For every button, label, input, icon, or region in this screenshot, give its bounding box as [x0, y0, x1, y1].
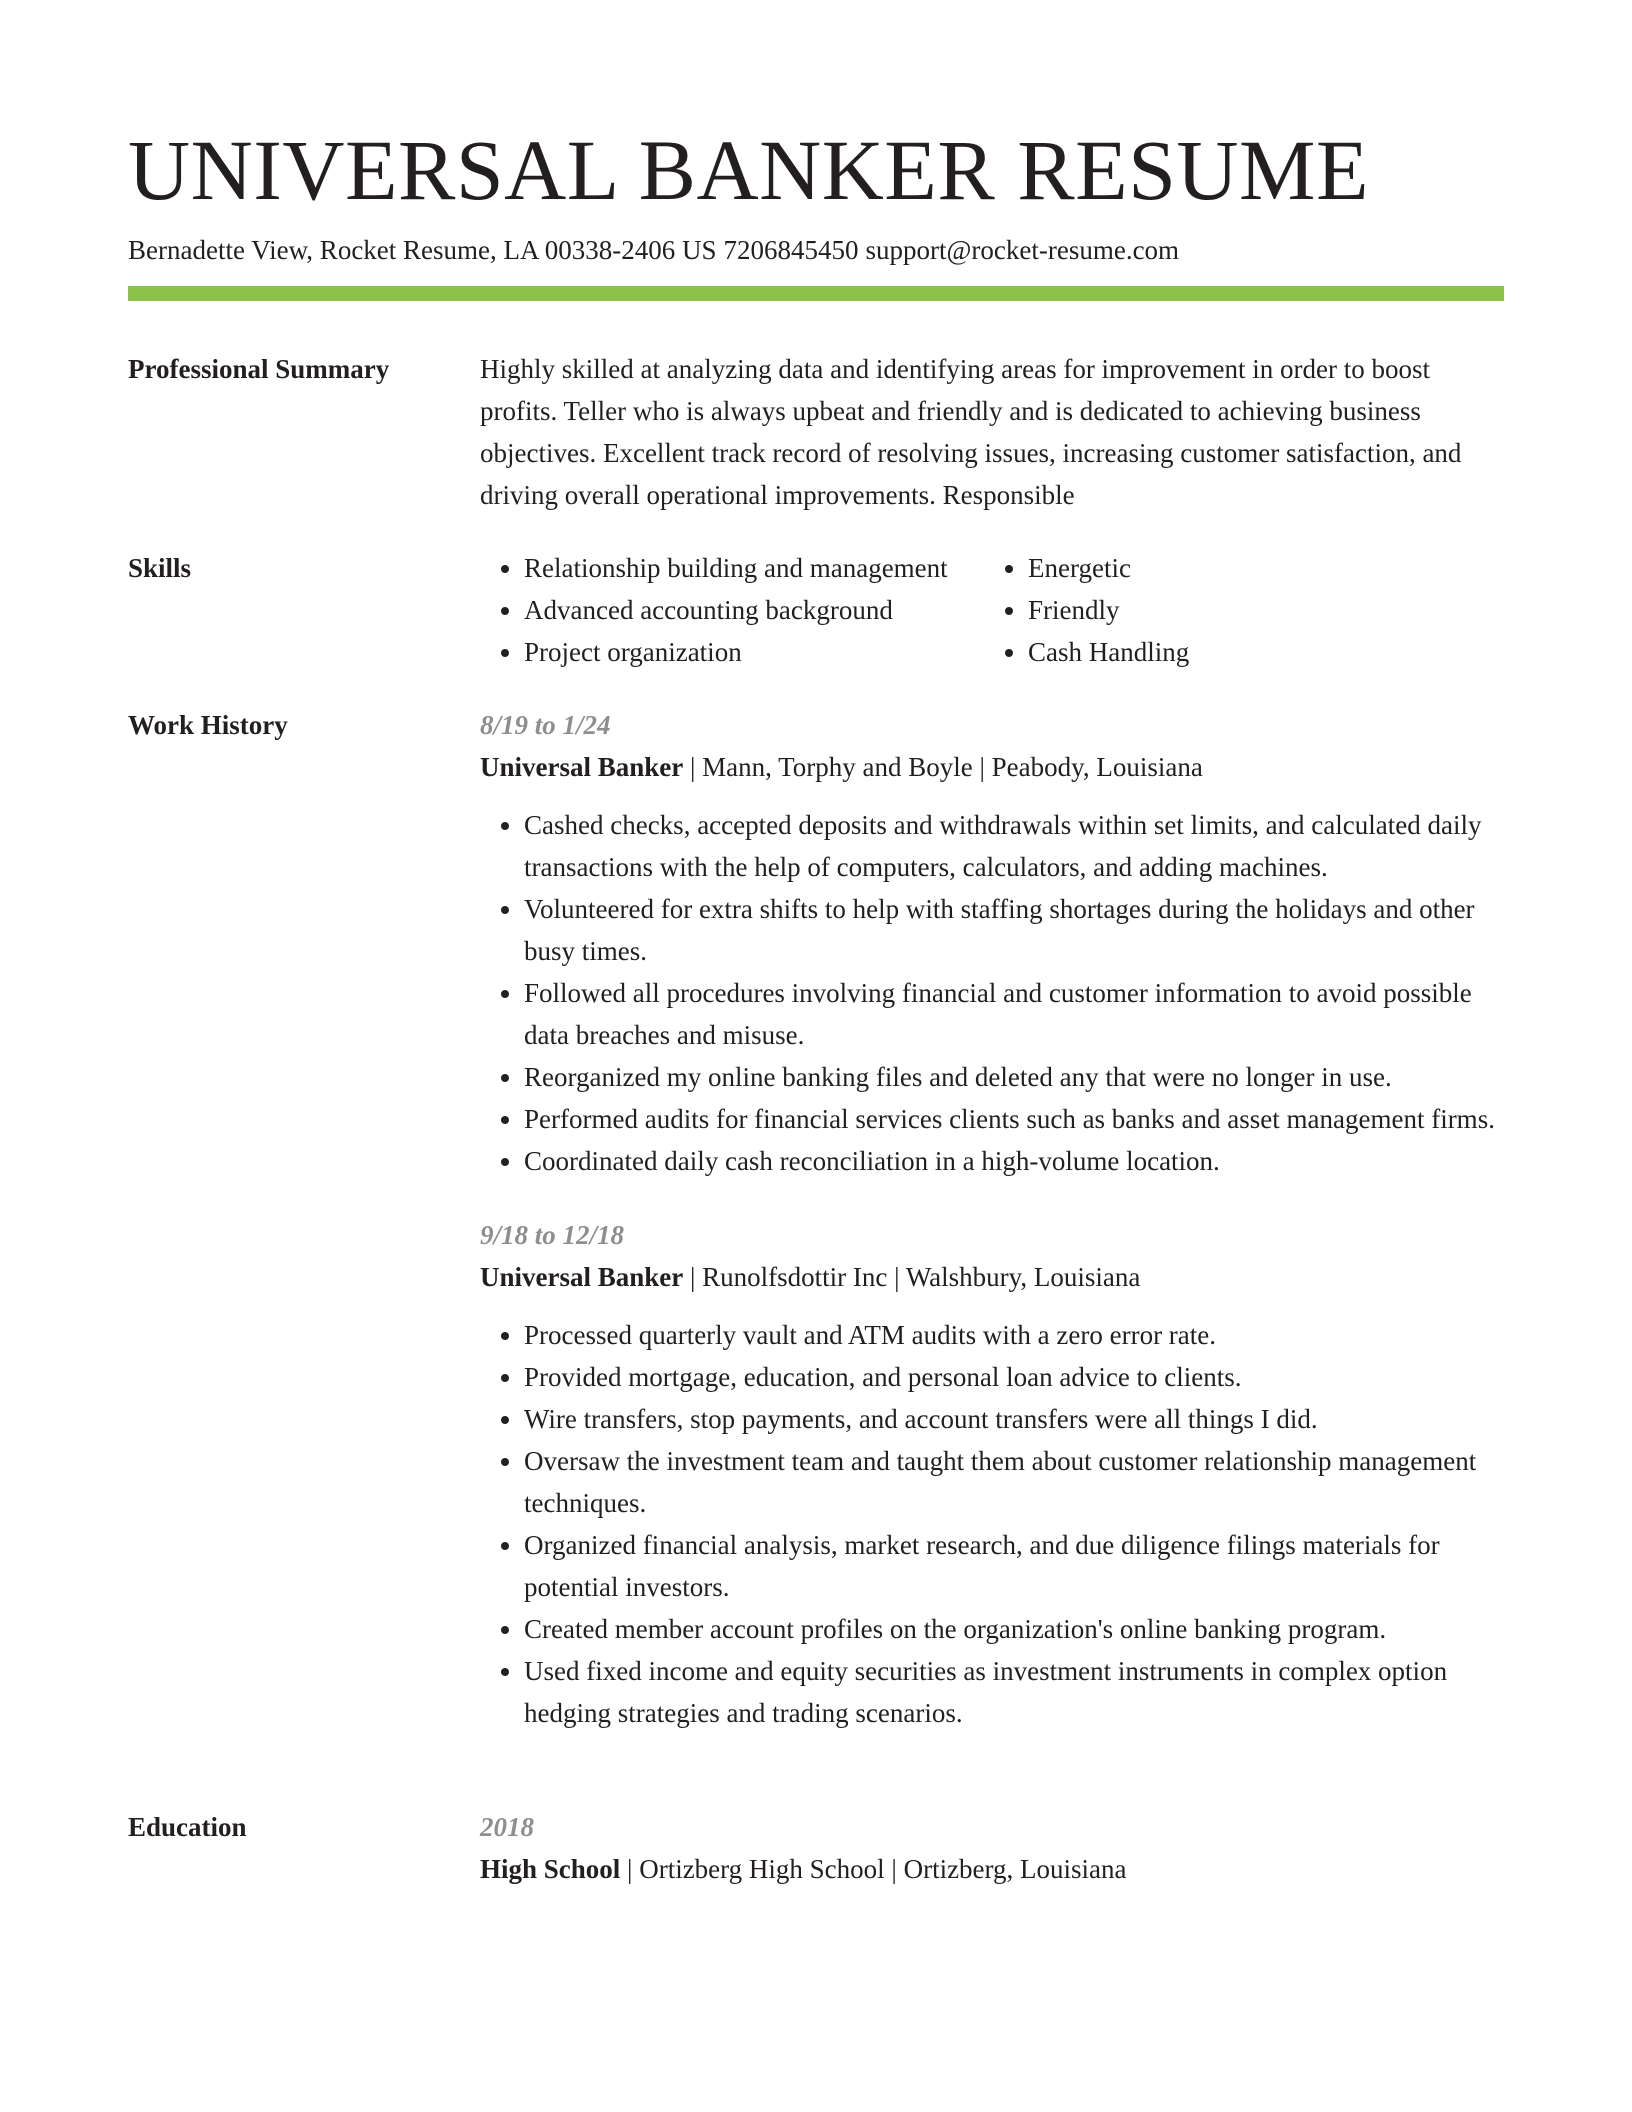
job-bullet: • Coordinated daily cash reconciliation in a high-volume location.: [524, 1140, 1504, 1182]
section-title-skills: Skills: [128, 553, 192, 583]
education-year: 2018: [480, 1812, 534, 1842]
job-bullets: [480, 1314, 1504, 1734]
job-bullet: • Processed quarterly vault and ATM audits with a zero error rate.: [524, 1314, 1504, 1356]
job-role-line: [480, 1256, 1504, 1298]
skill-item: • Friendly: [1028, 589, 1189, 631]
summary-body: [480, 348, 1504, 516]
education-line: [480, 1848, 1504, 1890]
section-title-summary: Professional Summary: [128, 354, 390, 384]
section-title-education: Education: [128, 1812, 247, 1842]
skills-column-right: [984, 547, 1189, 673]
accent-divider: [128, 286, 1504, 301]
job-bullet: • Created member account profiles on the organization's online banking program.: [524, 1608, 1504, 1650]
skills-body: [480, 547, 1504, 673]
job-bullet: • Used fixed income and equity securities as investment instruments in complex option hedging strategies and trading scenarios.: [524, 1650, 1504, 1734]
skill-item: • Project organization: [524, 631, 984, 673]
skill-item: • Cash Handling: [1028, 631, 1189, 673]
contact-email: support@rocket-resume.com: [865, 235, 1180, 265]
job-role-line: [480, 746, 1504, 788]
job-details: | Runolfsdottir Inc | Walshbury, Louisiana: [690, 1262, 1141, 1292]
job-entry: [480, 704, 1504, 1182]
job-bullet: • Volunteered for extra shifts to help with staffing shortages during the holidays and other busy times.: [524, 888, 1504, 972]
work-history-body: [480, 704, 1504, 1734]
job-bullet: • Wire transfers, stop payments, and account transfers were all things I did.: [524, 1398, 1504, 1440]
education-degree: High School: [480, 1854, 621, 1884]
job-title: Universal Banker: [480, 752, 684, 782]
job-bullet: • Organized financial analysis, market research, and due diligence filings materials for potential investors.: [524, 1524, 1504, 1608]
skills-columns: [480, 547, 1504, 673]
summary-text: Highly skilled at analyzing data and identifying areas for improvement in order to boost profits. Teller who is always upbeat and friendly and is dedicated to achieving business objectives. Excellent track record of resolving issues, increasing customer satisfaction, and driving overall operational improvements. Responsible: [480, 354, 1462, 510]
job-bullet: • Provided mortgage, education, and personal loan advice to clients.: [524, 1356, 1504, 1398]
job-bullet: • Oversaw the investment team and taught them about customer relationship management techniques.: [524, 1440, 1504, 1524]
skills-column-left: [480, 547, 984, 673]
job-details: | Mann, Torphy and Boyle | Peabody, Louisiana: [690, 752, 1203, 782]
job-entry: [480, 1214, 1504, 1734]
contact-phone: 7206845450: [723, 235, 859, 265]
job-bullet: • Performed audits for financial services clients such as banks and asset management firms.: [524, 1098, 1504, 1140]
job-bullet: • Reorganized my online banking files and deleted any that were no longer in use.: [524, 1056, 1504, 1098]
contact-address: Bernadette View, Rocket Resume, LA 00338-2406 US: [128, 235, 717, 265]
job-bullet: • Followed all procedures involving financial and customer information to avoid possible data breaches and misuse.: [524, 972, 1504, 1056]
job-dates: 9/18 to 12/18: [480, 1220, 625, 1250]
skill-item: • Relationship building and management: [524, 547, 984, 589]
skill-item: • Advanced accounting background: [524, 589, 984, 631]
job-dates: 8/19 to 1/24: [480, 710, 611, 740]
education-details: | Ortizberg High School | Ortizberg, Louisiana: [627, 1854, 1127, 1884]
skill-item: • Energetic: [1028, 547, 1189, 589]
job-bullet: • Cashed checks, accepted deposits and withdrawals within set limits, and calculated daily transactions with the help of computers, calculators, and adding machines.: [524, 804, 1504, 888]
job-title: Universal Banker: [480, 1262, 684, 1292]
education-body: [480, 1806, 1504, 1890]
contact-line: [128, 230, 1179, 270]
job-bullets: [480, 804, 1504, 1182]
section-title-work-history: Work History: [128, 710, 288, 740]
resume-title: UNIVERSAL BANKER RESUME: [128, 122, 1370, 218]
